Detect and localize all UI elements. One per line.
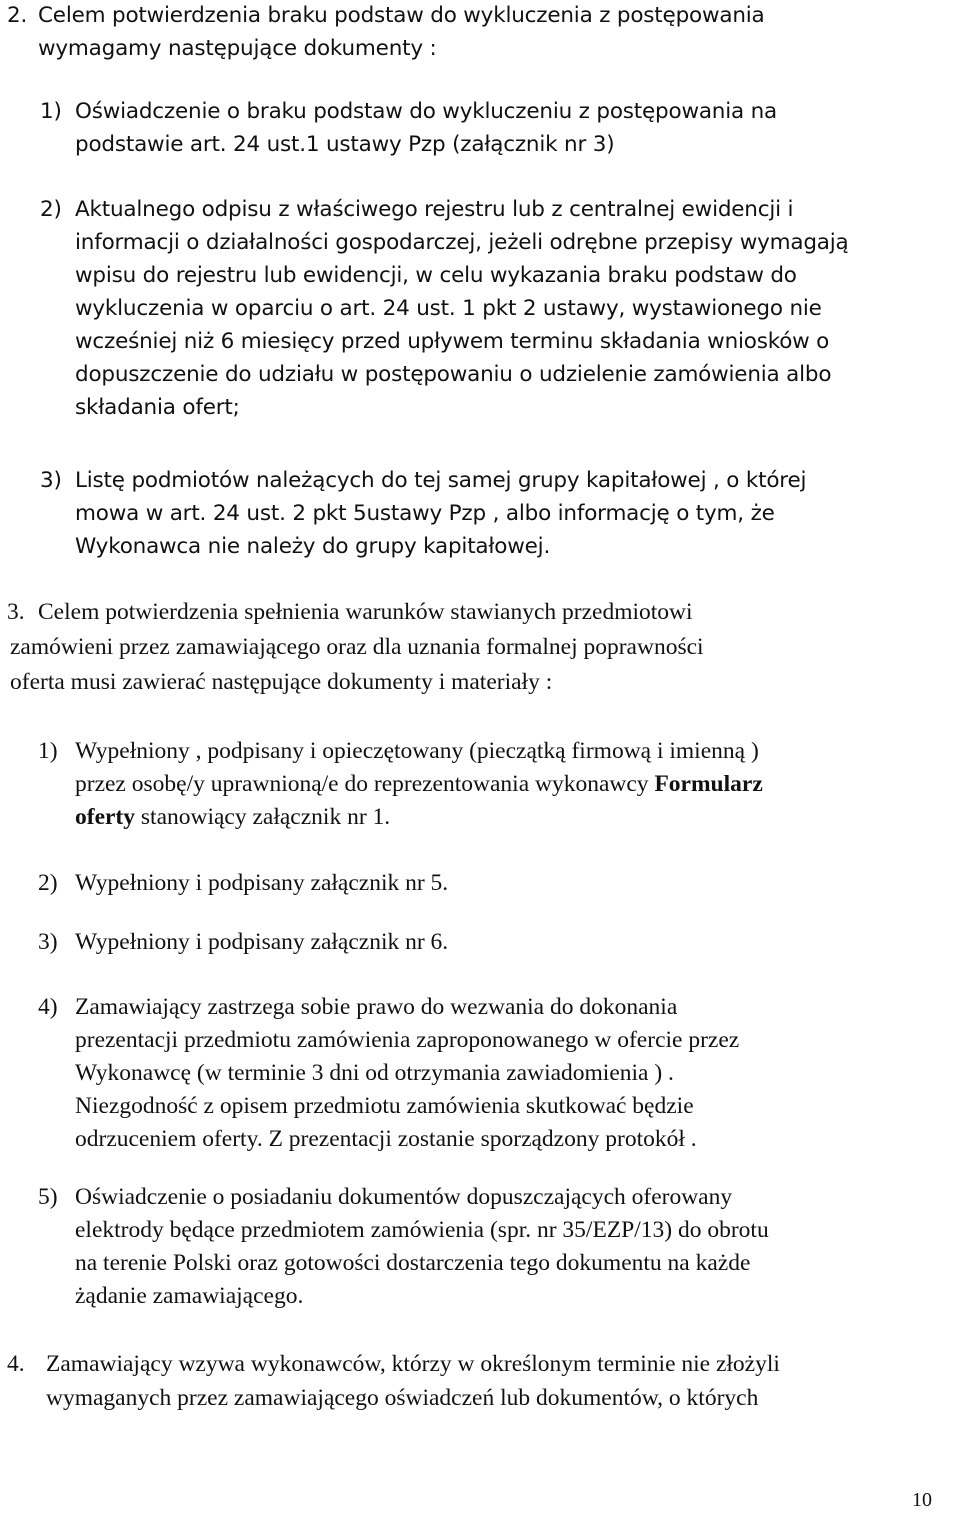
list-item-line: Oświadczenie o braku podstaw do wykluczeniu z postępowania na — [75, 99, 778, 124]
list-item-line — [75, 768, 763, 801]
form-name-bold: Formularz — [654, 771, 763, 797]
section-number: 3. — [7, 599, 25, 625]
list-item-label: 1) — [40, 99, 62, 124]
list-item-line: prezentacji przedmiotu zamówienia zaproponowanego w ofercie przez — [75, 1027, 740, 1053]
list-item-label: 1) — [38, 738, 58, 764]
list-item-line: na terenie Polski oraz gotowości dostarczenia tego dokumentu na każde — [75, 1250, 751, 1276]
list-item-label: 5) — [38, 1184, 58, 1210]
section-intro-line: Celem potwierdzenia braku podstaw do wykluczenia z postępowania — [38, 3, 765, 28]
section-intro-line: Celem potwierdzenia spełnienia warunków stawianych przedmiotowi — [38, 599, 693, 625]
list-item-line: mowa w art. 24 ust. 2 pkt 5ustawy Pzp , albo informację o tym, że — [75, 501, 775, 526]
list-item-line: dopuszczenie do udziału w postępowaniu o udzielenie zamówienia albo — [75, 362, 832, 387]
list-item-line: składania ofert; — [75, 395, 240, 420]
section-number: 4. — [7, 1351, 25, 1377]
list-item-line: Zamawiający zastrzega sobie prawo do wezwania do dokonania — [75, 994, 678, 1020]
list-item-label: 4) — [38, 994, 58, 1020]
list-item-line: Wykonawcę (w terminie 3 dni od otrzymania zawiadomienia ) . — [75, 1060, 674, 1086]
list-item-text: przez osobę/y uprawnioną/e do reprezentowania wykonawcy — [75, 771, 655, 797]
section-intro-line: wymagamy następujące dokumenty : — [38, 36, 437, 61]
list-item-line: Wypełniony i podpisany załącznik nr 6. — [75, 929, 449, 955]
section-intro-line: oferta musi zawierać następujące dokumenty i materiały : — [10, 669, 553, 695]
section-number: 2. — [7, 3, 28, 28]
list-item-line: wpisu do rejestru lub ewidencji, w celu wykazania braku podstaw do — [75, 263, 797, 288]
list-item-label: 3) — [38, 929, 58, 955]
list-item-label: 2) — [40, 197, 62, 222]
list-item-line: wcześniej niż 6 miesięcy przed upływem terminu składania wniosków o — [75, 329, 830, 354]
list-item-line: wykluczenia w oparciu o art. 24 ust. 1 pkt 2 ustawy, wystawionego nie — [75, 296, 822, 321]
list-item-text: stanowiący załącznik nr 1. — [135, 804, 391, 830]
section-intro-line: Zamawiający wzywa wykonawców, którzy w określonym terminie nie złożyli — [46, 1351, 780, 1377]
list-item-line: informacji o działalności gospodarczej, jeżeli odrębne przepisy wymagają — [75, 230, 849, 255]
list-item-line: Listę podmiotów należących do tej samej grupy kapitałowej , o której — [75, 468, 807, 493]
form-name-bold: oferty — [75, 804, 136, 830]
list-item-line: Niezgodność z opisem przedmiotu zamówienia skutkować będzie — [75, 1093, 694, 1119]
page-number: 10 — [912, 1489, 932, 1511]
list-item-line: elektrody będące przedmiotem zamówienia (spr. nr 35/EZP/13) do obrotu — [75, 1217, 769, 1243]
list-item-line — [75, 801, 390, 834]
list-item-line: Wypełniony i podpisany załącznik nr 5. — [75, 870, 449, 896]
list-item-line: Wykonawca nie należy do grupy kapitałowej. — [75, 534, 551, 559]
list-item-line: Wypełniony , podpisany i opieczętowany (pieczątką firmową i imienną ) — [75, 738, 759, 764]
list-item-line: Aktualnego odpisu z właściwego rejestru lub z centralnej ewidencji i — [75, 197, 794, 222]
list-item-line: odrzuceniem oferty. Z prezentacji zostanie sporządzony protokół . — [75, 1126, 697, 1152]
list-item-label: 3) — [40, 468, 62, 493]
section-intro-line: zamówieni przez zamawiającego oraz dla uznania formalnej poprawności — [10, 634, 704, 660]
list-item-line: żądanie zamawiającego. — [75, 1283, 304, 1309]
list-item-line: Oświadczenie o posiadaniu dokumentów dopuszczających oferowany — [75, 1184, 733, 1210]
list-item-label: 2) — [38, 870, 58, 896]
section-intro-line: wymaganych przez zamawiającego oświadczeń lub dokumentów, o których — [46, 1385, 759, 1411]
list-item-line: podstawie art. 24 ust.1 ustawy Pzp (załącznik nr 3) — [75, 132, 615, 157]
